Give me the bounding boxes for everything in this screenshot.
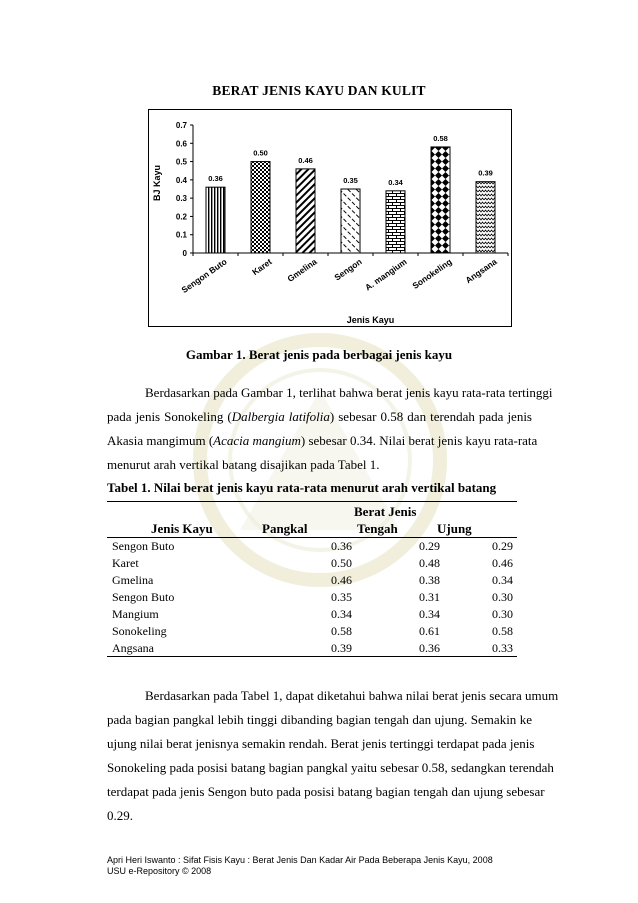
- y-tick-label: 0.3: [175, 194, 187, 204]
- paragraph-2-line-4: Sonokeling pada posisi batang bagian pangkal yaitu sebesar 0.58, sedangkan terendah: [107, 760, 554, 775]
- table-header-ujung: Ujung: [437, 521, 472, 536]
- table-row: [107, 590, 517, 607]
- cell-tengah: 0.29: [419, 539, 440, 553]
- bar-sengon: [341, 189, 360, 253]
- text-run: pada jenis Sonokeling (: [107, 409, 232, 424]
- cell-tengah: 0.31: [419, 590, 440, 604]
- paragraph-2: [107, 684, 559, 828]
- cell-name: Mangium: [112, 607, 159, 621]
- paragraph-2-line-3: ujung nilai berat jenisnya semakin rendah. Berat jenis tertinggi terdapat pada jenis: [107, 736, 535, 751]
- y-tick-label: 0.4: [175, 175, 187, 185]
- cell-name: Sengon Buto: [112, 590, 175, 604]
- y-tick-label: 0.1: [175, 230, 187, 240]
- species-name: Acacia mangium: [213, 433, 301, 448]
- table-row: [107, 624, 517, 641]
- cell-name: Sengon Buto: [112, 539, 175, 553]
- x-axis-label: Jenis Kayu: [346, 315, 395, 325]
- cell-ujung: 0.30: [492, 607, 513, 621]
- cell-ujung: 0.46: [492, 556, 513, 570]
- cell-name: Angsana: [112, 641, 154, 655]
- cell-pangkal: 0.39: [331, 641, 352, 655]
- paragraph-1: [107, 381, 553, 477]
- cell-tengah: 0.38: [419, 573, 440, 587]
- table-header-pangkal: Pangkal: [262, 521, 308, 536]
- table-header-rule: [107, 537, 517, 538]
- text-run: ) sebesar 0.34. Nilai berat jenis kayu rata-rata: [300, 433, 538, 448]
- cell-pangkal: 0.46: [331, 573, 352, 587]
- x-tick-label: Karet: [250, 256, 274, 278]
- y-tick-label: 0.6: [175, 139, 187, 149]
- x-tick-label: Sengon Buto: [179, 256, 229, 295]
- table-row: [107, 607, 517, 624]
- paragraph-1-line-3: [107, 429, 538, 453]
- cell-name: Gmelina: [112, 573, 154, 587]
- paragraph-1-line-4: menurut arah vertikal batang disajikan pada Tabel 1.: [107, 457, 380, 472]
- table-top-rule: [107, 501, 517, 502]
- cell-pangkal: 0.58: [331, 624, 352, 638]
- data-label: 0.39: [478, 168, 493, 178]
- data-label: 0.34: [388, 177, 403, 187]
- bar-chart: [148, 109, 512, 327]
- x-tick-label: Gmelina: [285, 256, 319, 284]
- cell-name: Karet: [112, 556, 139, 570]
- plot-area: [152, 121, 508, 325]
- table-row: [107, 556, 517, 573]
- paragraph-1-line-1: Berdasarkan pada Gambar 1, terlihat bahwa berat jenis kayu rata-rata tertinggi: [145, 385, 553, 400]
- cell-ujung: 0.30: [492, 590, 513, 604]
- chart-title: BERAT JENIS KAYU DAN KULIT: [212, 83, 426, 98]
- x-tick-label: A. mangium: [363, 256, 409, 293]
- cell-ujung: 0.58: [492, 624, 513, 638]
- x-tick-label: Sonokeling: [410, 256, 454, 291]
- cell-tengah: 0.36: [419, 641, 440, 655]
- paragraph-2-line-1: Berdasarkan pada Tabel 1, dapat diketahui bahwa nilai berat jenis secara umum: [145, 688, 559, 703]
- cell-tengah: 0.48: [419, 556, 440, 570]
- cell-pangkal: 0.50: [331, 556, 352, 570]
- data-label: 0.50: [253, 148, 268, 158]
- cell-pangkal: 0.34: [331, 607, 352, 621]
- x-tick-label: Angsana: [463, 256, 499, 286]
- text-run: Akasia mangimum (: [107, 433, 214, 448]
- x-tick-label: Sengon: [332, 256, 364, 283]
- species-name: Dalbergia latifolia: [231, 409, 330, 424]
- cell-pangkal: 0.36: [331, 539, 352, 553]
- table-caption: Tabel 1. Nilai berat jenis kayu rata-rata menurut arah vertikal batang: [107, 480, 497, 495]
- y-axis-label: BJ Kayu: [152, 164, 162, 202]
- cell-pangkal: 0.35: [331, 590, 352, 604]
- data-label: 0.36: [208, 174, 223, 184]
- cell-tengah: 0.61: [419, 624, 440, 638]
- bar-a-mangium: [386, 191, 405, 253]
- table-group-header: Berat Jenis: [354, 504, 417, 519]
- footer-citation: Apri Heri Iswanto : Sifat Fisis Kayu : Berat Jenis Dan Kadar Air Pada Beberapa Jenis Kayu, 2008: [107, 855, 493, 865]
- cell-name: Sonokeling: [112, 624, 167, 638]
- table-header-jenis-kayu: Jenis Kayu: [151, 521, 213, 536]
- paragraph-2-line-2: pada bagian pangkal lebih tinggi dibanding bagian tengah dan ujung. Semakin ke: [107, 712, 532, 727]
- bar-angsana: [476, 182, 495, 253]
- table-bottom-rule: [107, 656, 517, 657]
- cell-tengah: 0.34: [419, 607, 440, 621]
- y-tick-label: 0.7: [175, 121, 187, 130]
- bar-sonokeling: [431, 147, 450, 253]
- paragraph-1-line-2: [107, 405, 532, 429]
- bar-sengon-buto: [206, 187, 225, 253]
- data-label: 0.35: [343, 176, 358, 185]
- table-body: [107, 539, 517, 658]
- cell-ujung: 0.33: [492, 641, 513, 655]
- footer-repository: USU e-Repository © 2008: [107, 866, 212, 876]
- y-tick-label: 0.5: [175, 157, 187, 167]
- cell-ujung: 0.34: [492, 573, 513, 587]
- y-tick-label: 0: [182, 249, 187, 258]
- data-label: 0.46: [298, 155, 313, 165]
- table-row: [107, 573, 517, 590]
- text-run: ) sebesar 0.58 dan terendah pada jenis: [329, 409, 532, 424]
- data-label: 0.58: [433, 133, 448, 143]
- table-header-tengah: Tengah: [357, 521, 398, 536]
- bar-gmelina: [296, 169, 315, 253]
- figure-caption: Gambar 1. Berat jenis pada berbagai jenis kayu: [185, 347, 453, 362]
- y-tick-label: 0.2: [175, 212, 187, 222]
- paragraph-2-line-5: terdapat pada jenis Sengon buto pada posisi batang bagian tengah dan ujung sebesar: [107, 784, 545, 799]
- cell-ujung: 0.29: [492, 539, 513, 553]
- bar-karet: [251, 162, 270, 253]
- paragraph-2-line-6: 0.29.: [107, 808, 133, 823]
- page-footer: [107, 855, 493, 877]
- table-row: [107, 539, 517, 556]
